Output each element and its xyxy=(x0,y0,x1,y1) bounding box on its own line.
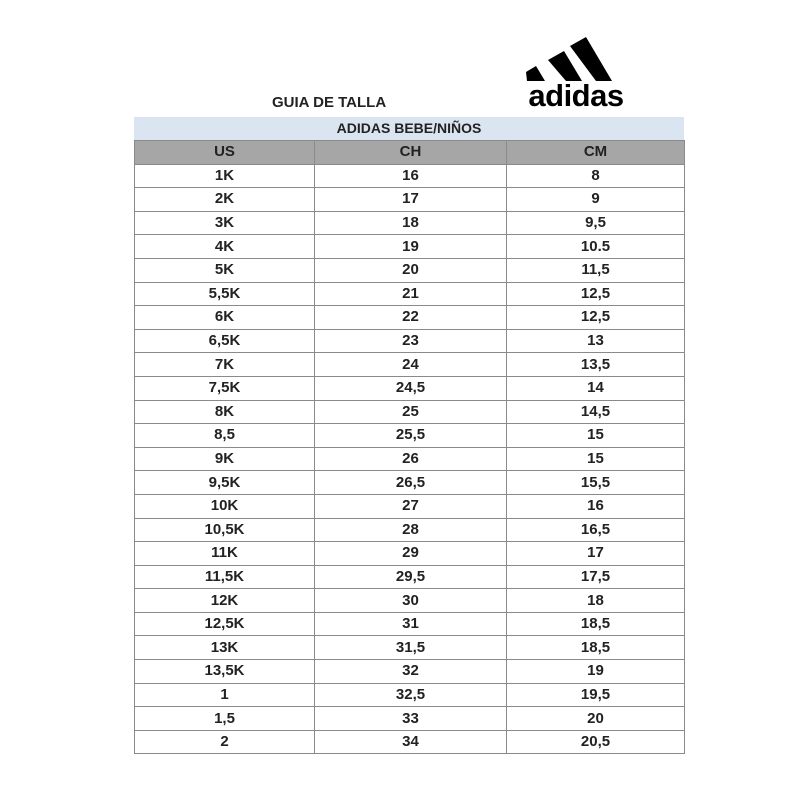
brand-wordmark: adidas xyxy=(528,78,624,113)
table-subtitle: ADIDAS BEBE/NIÑOS xyxy=(134,117,684,140)
table-row xyxy=(135,164,685,188)
cell-us: 7,5K xyxy=(135,376,315,400)
cell-cm: 17 xyxy=(507,542,685,566)
cell-us: 8K xyxy=(135,400,315,424)
cell-us: 10,5K xyxy=(135,518,315,542)
cell-ch: 28 xyxy=(315,518,507,542)
table-row xyxy=(135,235,685,259)
cell-us: 12,5K xyxy=(135,612,315,636)
cell-cm: 14,5 xyxy=(507,400,685,424)
cell-ch: 26 xyxy=(315,447,507,471)
table-row xyxy=(135,589,685,613)
table-row xyxy=(135,282,685,306)
cell-us: 7K xyxy=(135,353,315,377)
table-row xyxy=(135,376,685,400)
table-row xyxy=(135,565,685,589)
cell-cm: 12,5 xyxy=(507,282,685,306)
table-row xyxy=(135,447,685,471)
cell-us: 1,5 xyxy=(135,707,315,731)
table-header-row xyxy=(135,141,685,165)
cell-cm: 15 xyxy=(507,424,685,448)
cell-us: 4K xyxy=(135,235,315,259)
cell-us: 5K xyxy=(135,258,315,282)
cell-cm: 16 xyxy=(507,494,685,518)
cell-us: 11,5K xyxy=(135,565,315,589)
page-title: GUIA DE TALLA xyxy=(272,94,387,111)
cell-us: 1 xyxy=(135,683,315,707)
table-row xyxy=(135,258,685,282)
cell-cm: 20,5 xyxy=(507,730,685,754)
cell-ch: 24,5 xyxy=(315,376,507,400)
cell-ch: 30 xyxy=(315,589,507,613)
table-row xyxy=(135,707,685,731)
cell-us: 12K xyxy=(135,589,315,613)
cell-ch: 26,5 xyxy=(315,471,507,495)
cell-ch: 29,5 xyxy=(315,565,507,589)
brand-logo xyxy=(512,24,640,112)
cell-ch: 33 xyxy=(315,707,507,731)
cell-cm: 9,5 xyxy=(507,211,685,235)
cell-cm: 18,5 xyxy=(507,612,685,636)
cell-us: 13,5K xyxy=(135,660,315,684)
column-header-us: US xyxy=(135,141,315,165)
size-table-container xyxy=(134,117,684,754)
cell-ch: 25 xyxy=(315,400,507,424)
cell-cm: 16,5 xyxy=(507,518,685,542)
cell-us: 11K xyxy=(135,542,315,566)
cell-ch: 25,5 xyxy=(315,424,507,448)
cell-us: 3K xyxy=(135,211,315,235)
cell-ch: 21 xyxy=(315,282,507,306)
cell-cm: 19,5 xyxy=(507,683,685,707)
cell-cm: 19 xyxy=(507,660,685,684)
table-row xyxy=(135,494,685,518)
table-row xyxy=(135,660,685,684)
cell-cm: 15 xyxy=(507,447,685,471)
cell-ch: 22 xyxy=(315,306,507,330)
table-body xyxy=(135,164,685,754)
column-header-cm: CM xyxy=(507,141,685,165)
table-row xyxy=(135,636,685,660)
table-row xyxy=(135,542,685,566)
size-table xyxy=(134,140,685,754)
cell-ch: 23 xyxy=(315,329,507,353)
table-row xyxy=(135,612,685,636)
cell-ch: 31,5 xyxy=(315,636,507,660)
cell-cm: 14 xyxy=(507,376,685,400)
cell-ch: 32 xyxy=(315,660,507,684)
cell-cm: 18,5 xyxy=(507,636,685,660)
table-row xyxy=(135,471,685,495)
cell-us: 6,5K xyxy=(135,329,315,353)
cell-ch: 19 xyxy=(315,235,507,259)
cell-cm: 15,5 xyxy=(507,471,685,495)
cell-ch: 31 xyxy=(315,612,507,636)
cell-us: 13K xyxy=(135,636,315,660)
cell-us: 9,5K xyxy=(135,471,315,495)
table-row xyxy=(135,306,685,330)
cell-cm: 10.5 xyxy=(507,235,685,259)
cell-cm: 18 xyxy=(507,589,685,613)
cell-cm: 11,5 xyxy=(507,258,685,282)
cell-us: 2 xyxy=(135,730,315,754)
cell-us: 5,5K xyxy=(135,282,315,306)
table-row xyxy=(135,424,685,448)
cell-cm: 20 xyxy=(507,707,685,731)
cell-ch: 27 xyxy=(315,494,507,518)
cell-us: 2K xyxy=(135,188,315,212)
table-row xyxy=(135,211,685,235)
cell-ch: 32,5 xyxy=(315,683,507,707)
table-row xyxy=(135,730,685,754)
cell-cm: 17,5 xyxy=(507,565,685,589)
cell-us: 6K xyxy=(135,306,315,330)
cell-us: 8,5 xyxy=(135,424,315,448)
cell-us: 1K xyxy=(135,164,315,188)
cell-ch: 20 xyxy=(315,258,507,282)
cell-ch: 34 xyxy=(315,730,507,754)
cell-cm: 12,5 xyxy=(507,306,685,330)
cell-us: 9K xyxy=(135,447,315,471)
cell-ch: 29 xyxy=(315,542,507,566)
cell-ch: 18 xyxy=(315,211,507,235)
cell-ch: 24 xyxy=(315,353,507,377)
cell-us: 10K xyxy=(135,494,315,518)
table-row xyxy=(135,400,685,424)
table-row xyxy=(135,329,685,353)
table-row xyxy=(135,518,685,542)
table-row xyxy=(135,353,685,377)
cell-cm: 13 xyxy=(507,329,685,353)
cell-cm: 8 xyxy=(507,164,685,188)
column-header-ch: CH xyxy=(315,141,507,165)
table-row xyxy=(135,683,685,707)
cell-cm: 9 xyxy=(507,188,685,212)
table-row xyxy=(135,188,685,212)
cell-ch: 17 xyxy=(315,188,507,212)
cell-ch: 16 xyxy=(315,164,507,188)
cell-cm: 13,5 xyxy=(507,353,685,377)
adidas-three-stripes-icon xyxy=(512,24,640,84)
